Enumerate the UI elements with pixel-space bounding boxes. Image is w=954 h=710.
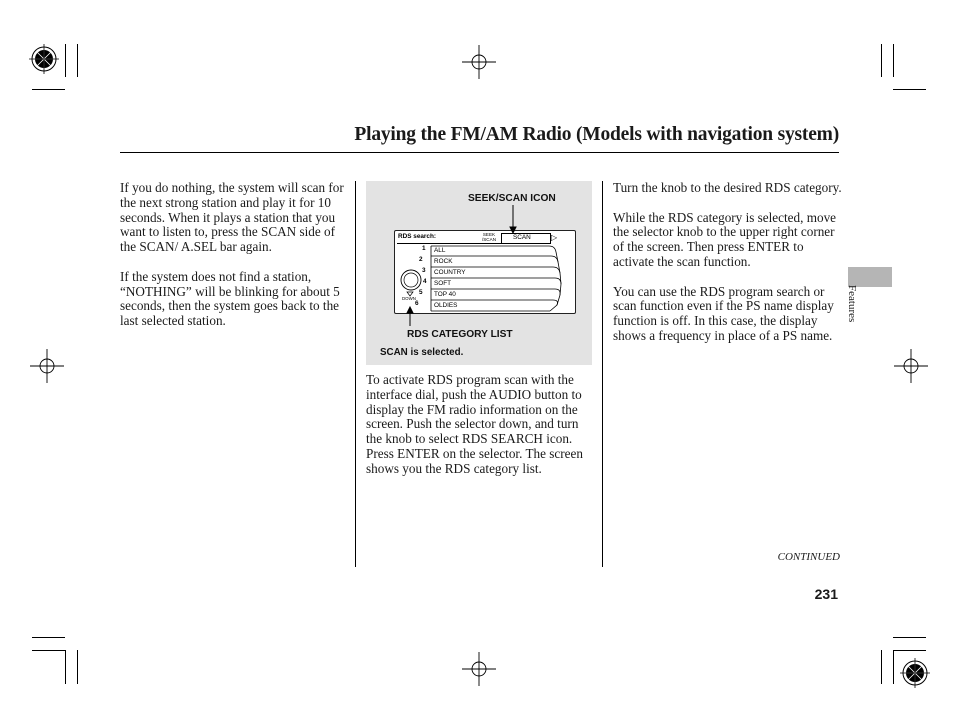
preset-number: 3 [422,267,426,274]
crosshair-mark-icon [894,349,928,383]
page-title: Playing the FM/AM Radio (Models with navigation system) [354,124,839,145]
body-paragraph: Turn the knob to the desired RDS category. [613,180,842,195]
rds-category-item: ALL [434,247,446,254]
knob-down-label: DOWN [402,296,416,301]
registration-mark-icon [28,43,60,75]
rds-category-item: TOP 40 [434,291,456,298]
registration-mark-icon [899,657,931,689]
middle-column [366,373,596,491]
column-divider [355,181,356,567]
figure-callout-seek-scan: SEEK/SCAN ICON [468,193,556,204]
section-tab-label [846,285,864,345]
preset-number: 6 [415,300,419,307]
crosshair-mark-icon [462,652,496,686]
figure-callout-rds-category-list: RDS CATEGORY LIST [407,329,513,340]
rds-category-item: ROCK [434,258,453,265]
body-paragraph: You can use the RDS program search or scan function even if the PS name display function is off. In this case, the display shows a frequency in place of a PS name. [613,283,834,343]
preset-number: 4 [423,278,427,285]
screen-header-label: RDS search: [398,233,437,240]
page-number: 231 [814,586,838,602]
body-paragraph: To activate RDS program scan with the interface dial, push the AUDIO button to display the FM radio information on the screen. Push the selector down, and turn the knob to select RDS SEARCH icon. Press ENTER on the selector. The screen shows you the RDS category list. [366,372,583,476]
left-column [120,181,348,344]
preset-number: 1 [422,245,426,252]
body-paragraph: If you do nothing, the system will scan for the next strong station and play it for 10 seconds. When it plays a station that you want to listen to, press the SCAN side of the SCAN/ A.SEL bar again. [120,180,344,255]
section-tab-text: Features [846,285,858,323]
crosshair-mark-icon [462,45,496,79]
body-paragraph: While the RDS category is selected, move the selector knob to the upper right corner of the screen. Then press ENTER to activate the scan function. [613,209,837,269]
scan-arrow-icon: ▷ [551,233,558,242]
section-tab-marker [848,267,892,287]
body-paragraph: If the system does not find a station, “NOTHING” will be blinking for about 5 seconds, then the system goes back to the last selected station. [120,268,340,329]
header-rule [120,152,839,153]
preset-number: 2 [419,256,423,263]
rds-category-item: COUNTRY [434,269,466,276]
crosshair-mark-icon [30,349,64,383]
seek-scan-icon: SEEK /SCAN [481,232,497,242]
rds-category-item: OLDIES [434,302,458,309]
continued-label: CONTINUED [777,551,840,563]
scan-button-label: SCAN [513,234,531,241]
rds-category-item: SOFT [434,280,452,287]
preset-number: 5 [419,289,423,296]
figure-caption: SCAN is selected. [380,347,464,358]
column-divider [602,181,603,567]
right-column [613,181,843,359]
